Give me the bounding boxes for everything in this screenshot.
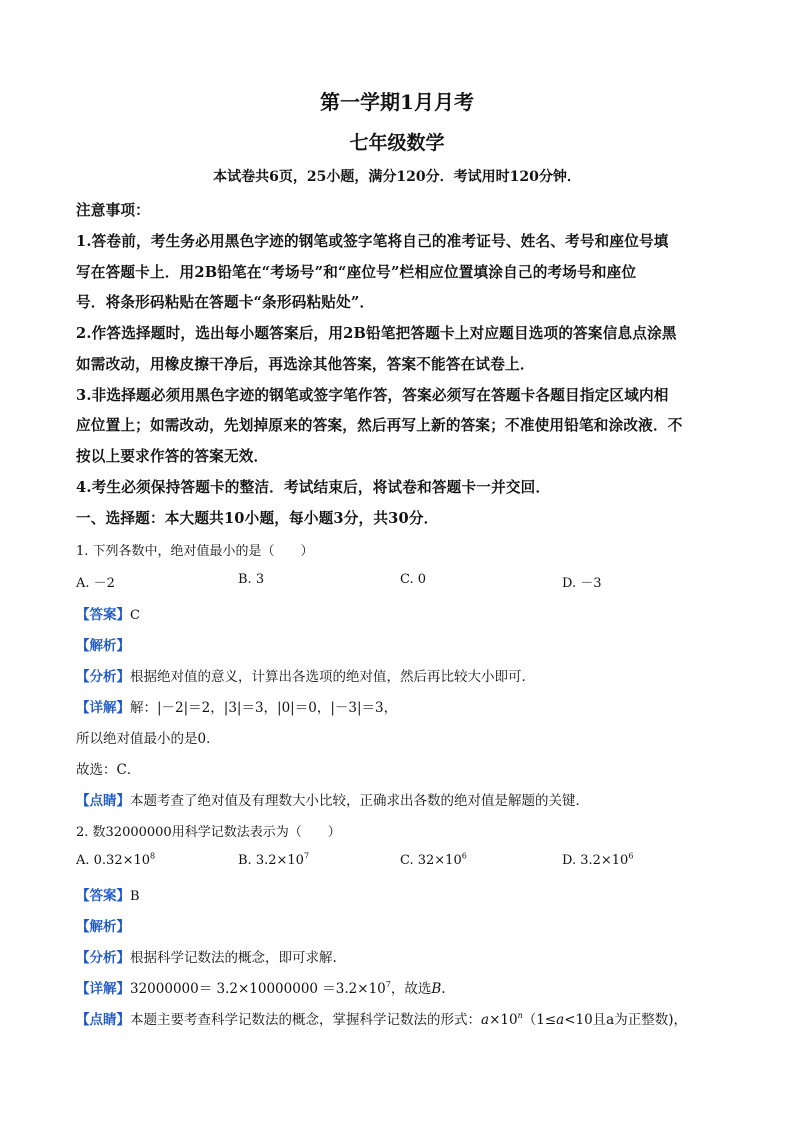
question-1-fenxi	[76, 665, 535, 685]
option-d-exponent: 6	[628, 851, 634, 861]
xiangjie-tag: 【详解】	[76, 981, 130, 997]
analysis-tag: 【解析】	[76, 919, 130, 935]
xiangjie-period: .	[441, 981, 446, 997]
exam-subject: 七年级数学	[349, 132, 445, 154]
section-1-heading: 一、选择题：本大题共10小题，每小题3分，共30分．	[76, 510, 439, 527]
answer-value: C	[130, 608, 140, 623]
analysis-tag: 【解析】	[76, 638, 130, 654]
notice-item-2-line-1: 2.作答选择题时，选出每小题答案后，用2B铅笔把答题卡上对应题目选项的答案信息点涂黑	[76, 325, 677, 342]
question-2-stem: 2. 数32000000用科学记数法表示为（ ）	[76, 825, 341, 840]
option-a-base: A. 0.32×10	[76, 853, 151, 868]
notice-item-3-line-1: 3.非选择题必须用黑色字迹的钢笔或签字笔作答，答案必须写在答题卡各题目指定区域内相	[76, 387, 669, 404]
xiangjie-choice: ，故选	[390, 981, 432, 997]
notice-item-1-line-1: 1.答卷前，考生务必用黑色字迹的钢笔或签字笔将自己的准考证号、姓名、考号和座位号填	[76, 233, 669, 250]
notice-item-1-line-3: 号．将条形码粘贴在答题卡“条形码粘贴处”．	[76, 294, 375, 311]
xiangjie-tag: 【详解】	[76, 700, 130, 716]
xiangjie-exponent: 7	[385, 980, 391, 990]
question-1-stem: 1. 下列各数中，绝对值最小的是（ ）	[76, 544, 314, 559]
option-c-exponent: 6	[461, 851, 467, 861]
dianjing-times: ×10	[489, 1012, 518, 1028]
fenxi-tag: 【分析】	[76, 950, 130, 966]
notice-item-1-line-2: 写在答题卡上．用2B铅笔在“考场号”和“座位号”栏相应位置填涂自己的考场号和座位	[76, 264, 637, 281]
question-1-conclusion: 所以绝对值最小的是0．	[76, 731, 220, 747]
question-2-option-b	[238, 853, 309, 868]
fenxi-tag: 【分析】	[76, 669, 130, 685]
question-2-answer	[76, 884, 140, 904]
question-2-analysis-tag	[76, 915, 130, 935]
question-1-option-b: B. 3	[238, 572, 265, 587]
answer-tag: 【答案】	[76, 607, 130, 623]
notice-item-3-line-3: 按以上要求作答的答案无效．	[76, 448, 269, 465]
notice-heading: 注意事项：	[76, 202, 150, 219]
question-1-option-a: A. －2	[76, 576, 115, 591]
question-2-fenxi	[76, 946, 337, 966]
question-1-analysis-tag	[76, 634, 130, 654]
notice-item-4: 4.考生必须保持答题卡的整洁．考试结束后，将试卷和答题卡一并交回．	[76, 479, 551, 496]
question-2-option-a	[76, 853, 155, 868]
question-1-dianjing	[76, 789, 589, 809]
xiangjie-calc: 32000000＝ 3.2×10000000 ＝3.2×10	[130, 981, 386, 997]
question-2-option-c	[400, 853, 467, 868]
fenxi-text: 根据绝对值的意义，计算出各选项的绝对值，然后再比较大小即可．	[130, 669, 535, 685]
question-1-option-d: D. －3	[562, 576, 602, 591]
dianjing-tag: 【点睛】	[76, 793, 130, 809]
answer-tag: 【答案】	[76, 888, 130, 904]
notice-item-2-line-2: 如需改动，用橡皮擦干净后，再选涂其他答案，答案不能答在试卷上．	[76, 356, 535, 373]
option-d-base: D. 3.2×10	[562, 853, 629, 868]
option-b-exponent: 7	[303, 851, 310, 861]
dianjing-range-start: （1≤	[522, 1012, 557, 1028]
dianjing-var-a-2: a	[556, 1012, 565, 1028]
answer-value: B	[130, 889, 140, 904]
fenxi-text: 根据科学记数法的概念，即可求解.	[130, 950, 337, 966]
question-1-xiangjie	[76, 696, 397, 716]
dianjing-var-a: a	[481, 1012, 490, 1028]
question-2-option-d	[562, 853, 633, 868]
notice-item-3-line-2: 应位置上；如需改动，先划掉原来的答案，然后再写上新的答案；不准使用铅笔和涂改液．不	[76, 417, 683, 434]
dianjing-text: 本题主要考查科学记数法的概念，掌握科学记数法的形式：	[130, 1012, 481, 1028]
dianjing-tag: 【点睛】	[76, 1012, 130, 1028]
question-1-choice: 故选：C．	[76, 762, 141, 778]
dianjing-range-end: <10且a为正整数)，	[564, 1012, 687, 1028]
exam-info: 本试卷共6页，25小题，满分120分．考试用时120分钟．	[213, 169, 581, 185]
xiangjie-choice-var: B	[431, 981, 442, 997]
option-c-base: C. 32×10	[400, 853, 462, 868]
dianjing-n: n	[517, 1011, 523, 1021]
dianjing-text: 本题考查了绝对值及有理数大小比较，正确求出各数的绝对值是解题的关键．	[130, 793, 589, 809]
xiangjie-text: 解：|－2|＝2，|3|＝3，|0|＝0，|－3|＝3，	[130, 700, 398, 716]
question-2-xiangjie	[76, 977, 446, 997]
question-2-dianjing	[76, 1008, 687, 1028]
exam-title: 第一学期1月月考	[320, 90, 474, 114]
question-1-answer	[76, 603, 140, 623]
question-1-option-c: C. 0	[400, 572, 427, 587]
option-b-base: B. 3.2×10	[238, 853, 304, 868]
option-a-exponent: 8	[150, 851, 156, 861]
